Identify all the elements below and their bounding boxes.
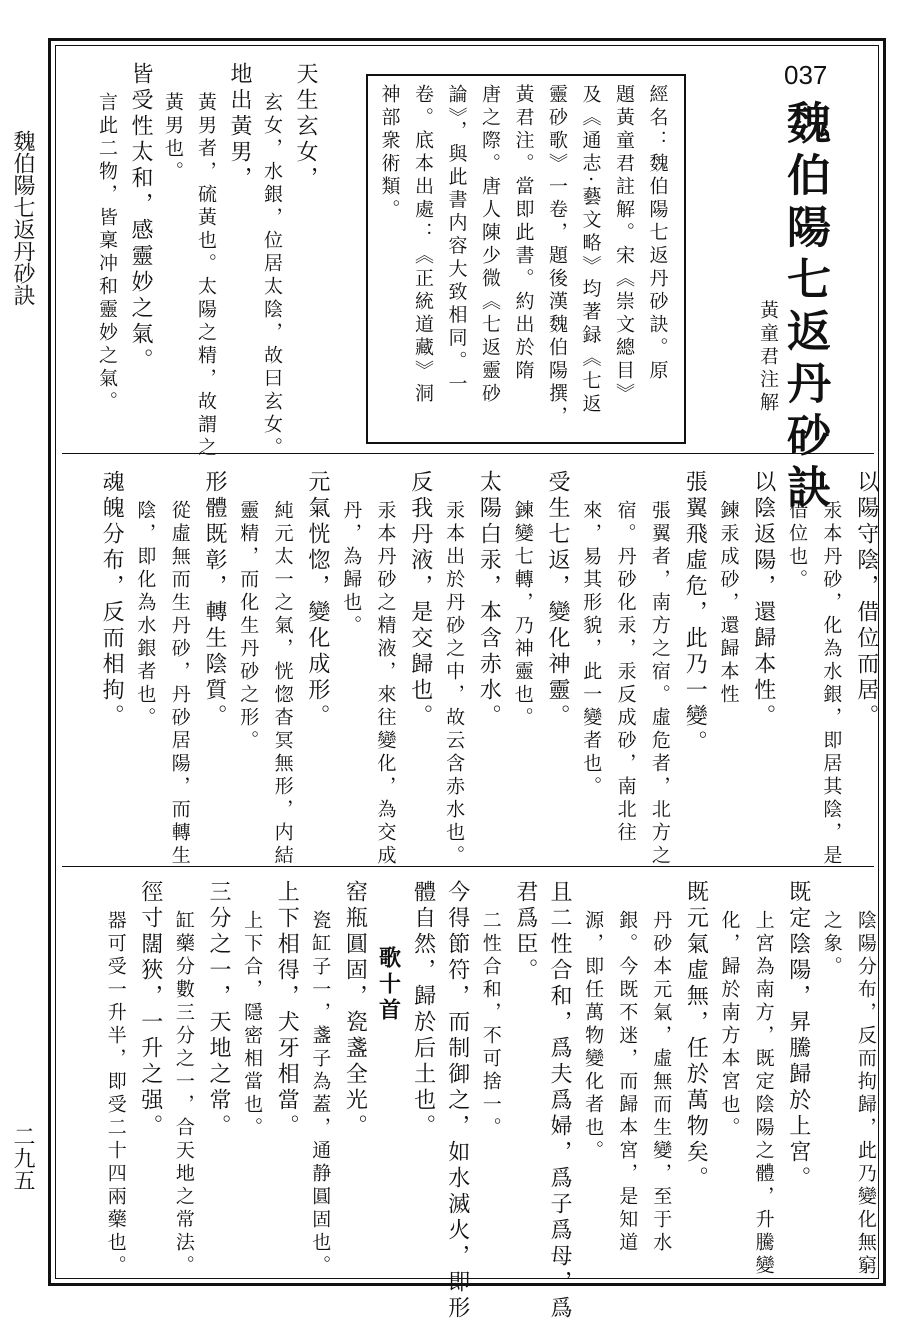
commentary-column: 化，歸於南方本宮也。 — [718, 910, 741, 1140]
verse-column: 君爲臣。 — [512, 880, 538, 984]
verse-column: 今得節符，而制御之，如水滅火，即形 — [444, 880, 470, 1322]
commentary-column: 來，易其形貌，此一變者也。 — [580, 500, 603, 799]
verse-column: 受生七返，變化神靈。 — [545, 470, 570, 730]
commentary-column: 靈精，而化生丹砂之形。 — [237, 500, 260, 753]
commentary-column: 宿。丹砂化汞，汞反成砂，南北往 — [614, 500, 637, 845]
summary-line: 靈砂歌》一卷，題後漢魏伯陽撰， — [546, 84, 568, 429]
verse-column: 上下相得，犬牙相當。 — [274, 880, 300, 1140]
verse-column: 皆受性太和，感靈妙之氣。 — [128, 62, 153, 374]
verse-column: 反我丹液，是交歸也。 — [407, 470, 433, 730]
entry-number: 037 — [784, 60, 828, 90]
commentary-column: 汞本丹砂，化為水銀，即居其陰，是 — [820, 500, 843, 868]
summary-line: 經名：魏伯陽七返丹砂訣。原 — [646, 84, 669, 383]
verse-column: 元氣恍惚，變化成形。 — [304, 470, 330, 730]
commentary-column: 言此二物，皆稟冲和靈妙之氣。 — [96, 92, 118, 414]
summary-line: 及《通志·藝文略》均著録《七返 — [579, 84, 602, 417]
commentary-column: 陰陽分布，反而拘歸，此乃變化無窮 — [854, 910, 877, 1278]
running-title: 魏伯陽七返丹砂訣 — [10, 130, 35, 306]
commentary-column: 汞本丹砂之精液，來往變化，為交成 — [374, 500, 397, 868]
section-divider-1 — [62, 453, 874, 454]
summary-line: 題黃童君註解。宋《崇文總目》 — [613, 84, 635, 406]
text-title: 魏伯陽七返丹砂訣 — [779, 100, 830, 516]
commentary-column: 張翼者，南方之宿。虛危者，北方之 — [648, 500, 671, 868]
commentary-column: 銀。今既不迷，而歸本宮，是知道 — [616, 910, 639, 1255]
commentary-column: 陰，即化為水銀者也。 — [134, 500, 157, 730]
verse-column: 魂魄分布，反而相拘。 — [99, 470, 125, 730]
commentary-column: 汞本出於丹砂之中，故云含赤水也。 — [443, 500, 466, 868]
commentary-column: 上宮為南方，既定陰陽之體，升騰變 — [752, 910, 775, 1278]
verse-column: 張翼飛虛危，此乃一變。 — [682, 470, 708, 756]
verse-column: 窑瓶圓固，瓷盞全光。 — [342, 880, 368, 1140]
summary-line: 唐之際。唐人陳少微《七返靈砂 — [479, 84, 501, 406]
verse-column: 且二性合和，爲夫爲婦，爲子爲母，爲 — [547, 880, 572, 1322]
commentary-column: 鍊汞成砂，還歸本性 — [717, 500, 740, 707]
verse-column: 體自然，歸於后土也。 — [410, 880, 436, 1140]
verse-column: 天生玄女， — [293, 62, 318, 192]
page-number: 二九五 — [10, 1125, 35, 1191]
verse-column: 地出黃男， — [227, 62, 252, 192]
commentary-column: 純元太一之氣，恍惚杳冥無形，内結 — [271, 500, 294, 868]
summary-line: 論》，與此書内容大致相同。一 — [445, 84, 468, 397]
verse-column: 三分之一，天地之常。 — [206, 880, 231, 1140]
commentary-column: 玄女，水銀，位居太陰，故曰玄女。 — [261, 92, 283, 460]
commentary-column: 丹砂本元氣，虛無而生變，至于水 — [650, 910, 673, 1255]
commentary-column: 黃男者，硫黃也。太陽之精，故謂之 — [195, 92, 217, 460]
verse-column: 既元氣虛無，任於萬物矣。 — [683, 880, 709, 1192]
summary-line: 卷。底本出處：《正統道藏》洞 — [412, 84, 434, 406]
text-author: 黃童君注解 — [757, 300, 779, 415]
commentary-column: 從虛無而生丹砂，丹砂居陽，而轉生 — [168, 500, 191, 868]
verse-column: 太陽白汞，本含赤水。 — [476, 470, 502, 730]
summary-text — [372, 84, 674, 434]
commentary-column: 之象。 — [820, 910, 843, 979]
commentary-column: 缸藥分數三分之一，合天地之常法。 — [172, 910, 195, 1278]
verse-column: 以陰返陽，還歸本性。 — [750, 470, 776, 730]
verse-column: 以陽守陰，借位而居。 — [853, 470, 879, 730]
summary-line: 黃君注。當即此書。約出於隋 — [512, 84, 535, 383]
commentary-column: 二性合和，不可捨一。 — [479, 910, 502, 1140]
commentary-column: 器可受一升半，即受二十四兩藥也。 — [104, 910, 127, 1278]
verse-column: 徑寸闊狹，一升之强。 — [137, 880, 163, 1140]
commentary-column: 丹，為歸也。 — [340, 500, 363, 638]
verse-column: 既定陰陽，昇騰歸於上宮。 — [785, 880, 811, 1192]
commentary-column: 鍊變七轉，乃神靈也。 — [511, 500, 534, 730]
section-heading: 歌十首 — [375, 946, 402, 1024]
commentary-column: 上下合，隱密相當也。 — [241, 910, 264, 1140]
commentary-column: 借位也。 — [786, 500, 809, 592]
commentary-column: 黃男也。 — [162, 92, 184, 184]
verse-column: 形體既彰，轉生陰質。 — [202, 470, 227, 730]
commentary-column: 瓷缸子一，盞子為蓋，通静圓固也。 — [309, 910, 332, 1278]
commentary-column: 源，即任萬物變化者也。 — [582, 910, 605, 1163]
summary-line: 神部衆術類。 — [378, 84, 401, 222]
